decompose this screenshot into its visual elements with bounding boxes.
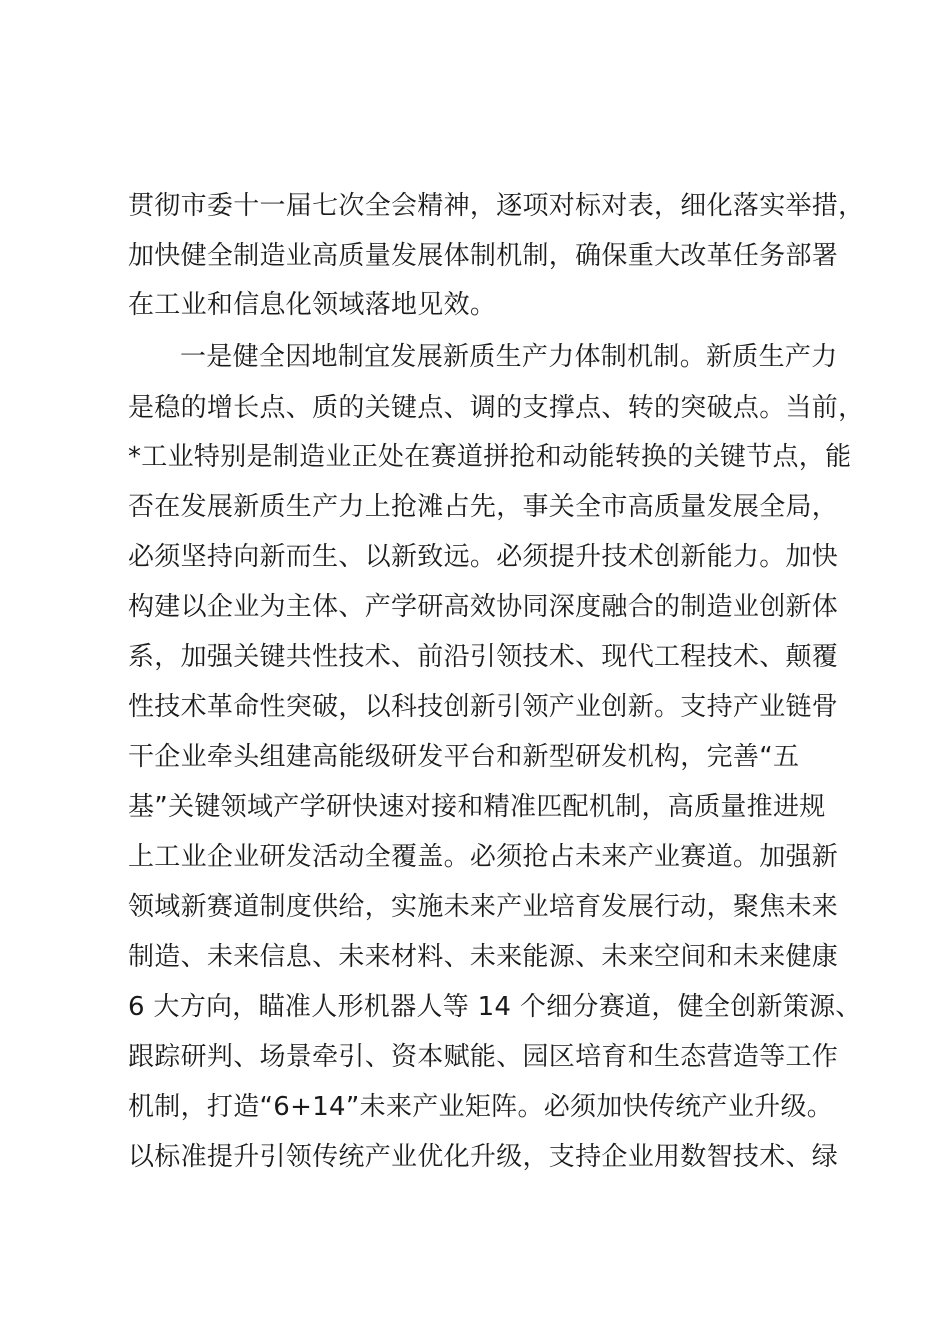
text-line: 系，加强关键共性技术、前沿引领技术、现代工程技术、颠覆 <box>128 642 839 672</box>
text-line: 6 大方向，瞄准人形机器人等 14 个细分赛道，健全创新策源、 <box>128 992 862 1022</box>
text-line: 性技术革命性突破，以科技创新引领产业创新。支持产业链骨 <box>128 692 839 722</box>
paragraph-first-line: 一是健全因地制宜发展新质生产力体制机制。新质生产力 <box>180 342 838 372</box>
text-line: 否在发展新质生产力上抢滩占先，事关全市高质量发展全局， <box>128 492 839 522</box>
text-line: 贯彻市委十一届七次全会精神，逐项对标对表，细化落实举措， <box>128 191 865 221</box>
text-line: 机制，打造“6+14”未来产业矩阵。必须加快传统产业升级。 <box>128 1092 834 1122</box>
text-line: 领域新赛道制度供给，实施未来产业培育发展行动，聚焦未来 <box>128 892 839 922</box>
text-line: 是稳的增长点、质的关键点、调的支撑点、转的突破点。当前， <box>128 393 865 423</box>
text-line: 加快健全制造业高质量发展体制机制，确保重大改革任务部署 <box>128 241 839 271</box>
text-line: 在工业和信息化领域落地见效。 <box>128 290 497 320</box>
text-line: 构建以企业为主体、产学研高效协同深度融合的制造业创新体 <box>128 592 839 622</box>
text-line: 必须坚持向新而生、以新致远。必须提升技术创新能力。加快 <box>128 542 839 572</box>
text-line: *工业特别是制造业正处在赛道拼抢和动能转换的关键节点，能 <box>128 442 852 472</box>
text-line: 跟踪研判、场景牵引、资本赋能、园区培育和生态营造等工作 <box>128 1042 839 1072</box>
text-line: 制造、未来信息、未来材料、未来能源、未来空间和未来健康 <box>128 942 839 972</box>
text-line: 干企业牵头组建高能级研发平台和新型研发机构，完善“五 <box>128 742 800 772</box>
text-line: 上工业企业研发活动全覆盖。必须抢占未来产业赛道。加强新 <box>128 842 839 872</box>
text-line: 基”关键领域产学研快速对接和精准匹配机制，高质量推进规 <box>128 792 826 822</box>
text-line: 以标准提升引领传统产业优化升级，支持企业用数智技术、绿 <box>128 1142 839 1172</box>
